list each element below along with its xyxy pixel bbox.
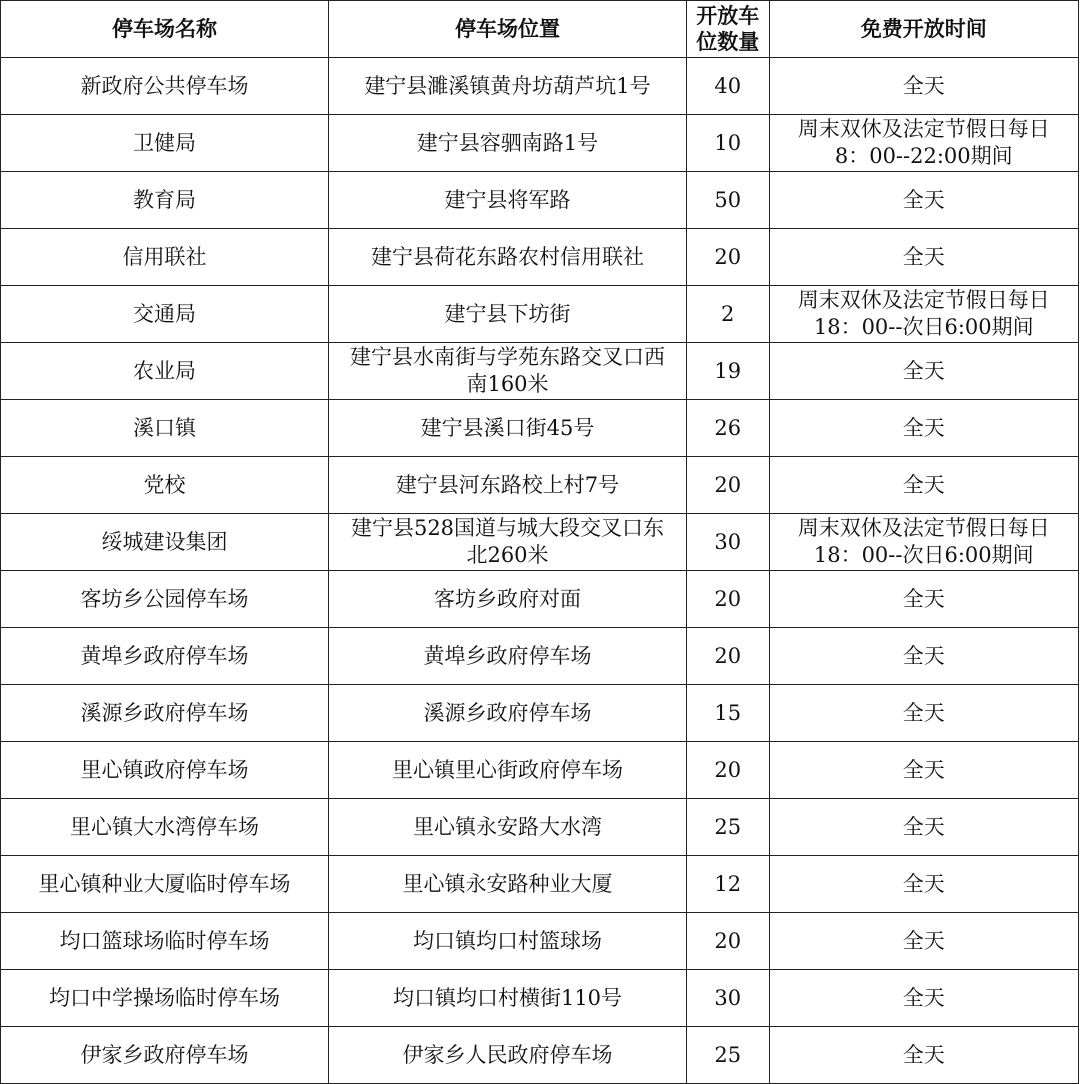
cell-hours (769, 856, 1079, 913)
cell-hours (769, 970, 1079, 1027)
cell-hours-line: 18：00--次日6:00期间 (813, 543, 1034, 567)
cell-hours-line: 全天 (902, 1042, 945, 1067)
cell-hours-line: 全天 (902, 73, 945, 98)
cell-location-line: 建宁县528国道与城大段交叉口东 (350, 516, 665, 540)
cell-location (329, 913, 687, 970)
table-body (1, 58, 1079, 1084)
cell-hours (769, 742, 1079, 799)
cell-spaces: 40 (686, 58, 769, 115)
cell-name: 绥城建设集团 (1, 514, 329, 571)
cell-location-line: 均口镇均口村篮球场 (413, 928, 602, 953)
cell-hours-line: 周末双休及法定节假日每日 (797, 288, 1050, 312)
cell-hours-line: 全天 (902, 814, 945, 839)
cell-location-line: 北260米 (466, 543, 549, 567)
cell-hours (769, 229, 1079, 286)
table-row (1, 58, 1079, 115)
table-row (1, 115, 1079, 172)
cell-name: 溪口镇 (1, 400, 329, 457)
cell-location (329, 742, 687, 799)
header-name: 停车场名称 (1, 1, 329, 58)
cell-spaces: 20 (686, 913, 769, 970)
cell-hours-line: 全天 (902, 928, 945, 953)
cell-hours-line: 全天 (902, 415, 945, 440)
table-row (1, 799, 1079, 856)
cell-hours (769, 799, 1079, 856)
cell-hours-line: 全天 (902, 586, 945, 611)
table-row (1, 400, 1079, 457)
cell-location-line: 建宁县容驷南路1号 (416, 130, 599, 155)
cell-location (329, 286, 687, 343)
header-spaces (686, 1, 769, 58)
table-row (1, 229, 1079, 286)
table-row (1, 286, 1079, 343)
cell-hours-line: 全天 (902, 472, 945, 497)
cell-hours (769, 58, 1079, 115)
cell-hours (769, 286, 1079, 343)
cell-name: 信用联社 (1, 229, 329, 286)
cell-name: 卫健局 (1, 115, 329, 172)
cell-name: 新政府公共停车场 (1, 58, 329, 115)
cell-location-line: 里心镇永安路种业大厦 (402, 871, 613, 896)
table-row (1, 1027, 1079, 1084)
cell-spaces: 15 (686, 685, 769, 742)
cell-name: 里心镇大水湾停车场 (1, 799, 329, 856)
cell-location-line: 建宁县濉溪镇黄舟坊葫芦坑1号 (364, 73, 651, 98)
cell-location-line: 里心镇永安路大水湾 (413, 814, 602, 839)
cell-location (329, 799, 687, 856)
cell-hours (769, 400, 1079, 457)
cell-name: 交通局 (1, 286, 329, 343)
cell-name: 黄埠乡政府停车场 (1, 628, 329, 685)
cell-location-line: 里心镇里心街政府停车场 (392, 757, 623, 782)
cell-location-line: 建宁县将军路 (444, 187, 571, 212)
cell-name: 教育局 (1, 172, 329, 229)
cell-name: 党校 (1, 457, 329, 514)
cell-name: 客坊乡公园停车场 (1, 571, 329, 628)
cell-location (329, 229, 687, 286)
cell-spaces: 20 (686, 742, 769, 799)
cell-hours-line: 全天 (902, 244, 945, 269)
cell-location-line: 溪源乡政府停车场 (423, 700, 592, 725)
cell-name: 均口篮球场临时停车场 (1, 913, 329, 970)
cell-name: 里心镇种业大厦临时停车场 (1, 856, 329, 913)
cell-spaces: 12 (686, 856, 769, 913)
cell-location-line: 建宁县溪口街45号 (420, 415, 595, 440)
cell-location (329, 172, 687, 229)
header-location: 停车场位置 (329, 1, 687, 58)
cell-hours (769, 172, 1079, 229)
cell-location (329, 514, 687, 571)
cell-location-line: 伊家乡人民政府停车场 (402, 1042, 613, 1067)
cell-location (329, 970, 687, 1027)
cell-spaces: 50 (686, 172, 769, 229)
cell-location (329, 400, 687, 457)
table-row (1, 571, 1079, 628)
cell-hours (769, 115, 1079, 172)
cell-hours (769, 913, 1079, 970)
cell-spaces: 30 (686, 514, 769, 571)
cell-hours-line: 全天 (902, 757, 945, 782)
cell-hours (769, 343, 1079, 400)
cell-hours-line: 全天 (902, 700, 945, 725)
cell-spaces: 2 (686, 286, 769, 343)
cell-hours-line: 周末双休及法定节假日每日 (797, 117, 1050, 141)
table-header-row (1, 1, 1079, 58)
cell-hours-line: 全天 (902, 643, 945, 668)
cell-name: 均口中学操场临时停车场 (1, 970, 329, 1027)
cell-spaces: 25 (686, 1027, 769, 1084)
header-hours: 免费开放时间 (769, 1, 1079, 58)
cell-location (329, 571, 687, 628)
cell-hours-line: 全天 (902, 358, 945, 383)
cell-hours-line: 全天 (902, 187, 945, 212)
cell-hours (769, 685, 1079, 742)
table-row (1, 514, 1079, 571)
cell-location (329, 1027, 687, 1084)
cell-hours-line: 周末双休及法定节假日每日 (797, 516, 1050, 540)
cell-location-line: 客坊乡政府对面 (434, 586, 581, 611)
cell-hours-line: 全天 (902, 985, 945, 1010)
cell-location (329, 115, 687, 172)
table-row (1, 913, 1079, 970)
cell-name: 里心镇政府停车场 (1, 742, 329, 799)
cell-location (329, 685, 687, 742)
cell-spaces: 26 (686, 400, 769, 457)
cell-location (329, 856, 687, 913)
cell-hours (769, 628, 1079, 685)
cell-hours-line: 8：00--22:00期间 (834, 144, 1013, 168)
cell-location-line: 建宁县荷花东路农村信用联社 (371, 244, 644, 269)
cell-spaces: 20 (686, 457, 769, 514)
table-row (1, 172, 1079, 229)
header-spaces-line: 位数量 (696, 30, 760, 54)
table-row (1, 970, 1079, 1027)
cell-spaces: 20 (686, 571, 769, 628)
cell-location-line: 南160米 (466, 372, 549, 396)
table-row (1, 457, 1079, 514)
header-spaces-line: 开放车 (696, 4, 760, 28)
cell-spaces: 30 (686, 970, 769, 1027)
cell-location (329, 457, 687, 514)
cell-spaces: 10 (686, 115, 769, 172)
cell-location-line: 建宁县水南街与学苑东路交叉口西 (350, 345, 665, 369)
cell-location-line: 建宁县下坊街 (444, 301, 571, 326)
table-row (1, 742, 1079, 799)
table-row (1, 856, 1079, 913)
cell-name: 溪源乡政府停车场 (1, 685, 329, 742)
cell-spaces: 19 (686, 343, 769, 400)
table-row (1, 628, 1079, 685)
cell-spaces: 20 (686, 229, 769, 286)
cell-location (329, 58, 687, 115)
cell-location-line: 均口镇均口村横街110号 (392, 985, 623, 1010)
table-row (1, 343, 1079, 400)
table-row (1, 685, 1079, 742)
cell-location-line: 建宁县河东路校上村7号 (395, 472, 620, 497)
cell-spaces: 25 (686, 799, 769, 856)
cell-hours (769, 571, 1079, 628)
cell-hours (769, 457, 1079, 514)
cell-location-line: 黄埠乡政府停车场 (423, 643, 592, 668)
cell-hours-line: 18：00--次日6:00期间 (813, 315, 1034, 339)
cell-hours-line: 全天 (902, 871, 945, 896)
cell-location (329, 628, 687, 685)
cell-location (329, 343, 687, 400)
cell-name: 农业局 (1, 343, 329, 400)
cell-name: 伊家乡政府停车场 (1, 1027, 329, 1084)
cell-spaces: 20 (686, 628, 769, 685)
cell-hours (769, 1027, 1079, 1084)
cell-hours (769, 514, 1079, 571)
